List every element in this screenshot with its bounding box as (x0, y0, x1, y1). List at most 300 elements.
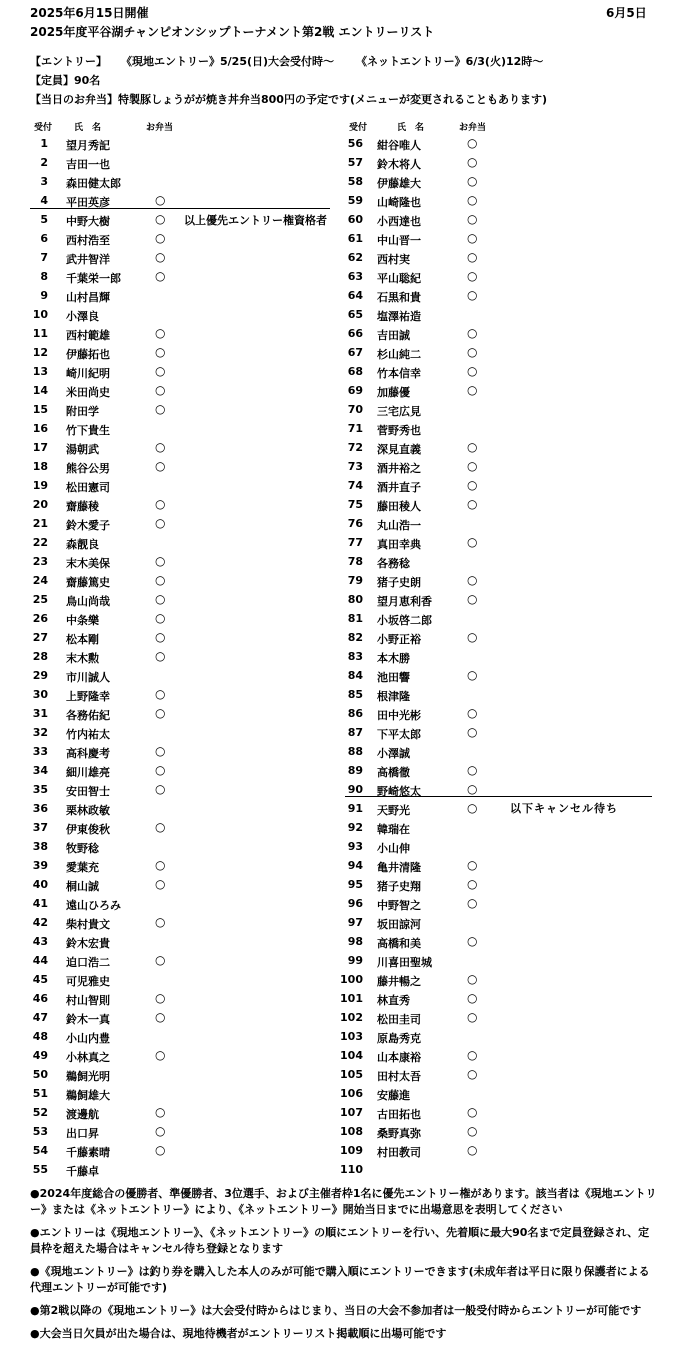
entry-name: 武井智洋 (66, 253, 110, 266)
bento-circle-icon: ○ (155, 592, 166, 606)
entry-name: 林直秀 (377, 994, 410, 1007)
entry-number: 50 (32, 1068, 48, 1081)
entry-number: 39 (32, 859, 48, 872)
bento-circle-icon: ○ (467, 896, 478, 910)
entry-name: 伊藤雄大 (377, 177, 421, 190)
entry-name: 村山智則 (66, 994, 110, 1007)
bento-circle-icon: ○ (467, 269, 478, 283)
bento-circle-icon: ○ (467, 991, 478, 1005)
entry-number: 80 (347, 593, 363, 606)
entry-name: 川喜田聖城 (377, 956, 432, 969)
entry-name: 末木勲 (66, 652, 99, 665)
entry-number: 38 (32, 840, 48, 853)
note-5: ●大会当日欠員が出た場合は、現地待機者がエントリーリスト掲載順に出場可能です (30, 1327, 447, 1340)
entry-name: 高橋和美 (377, 937, 421, 950)
entry-name: 望月秀記 (66, 139, 110, 152)
entry-name: 小澤良 (66, 310, 99, 323)
entry-number: 28 (32, 650, 48, 663)
entry-number: 86 (347, 707, 363, 720)
entry-name: 高橋徹 (377, 766, 410, 779)
entry-number: 4 (40, 194, 48, 207)
entry-number: 85 (347, 688, 363, 701)
entry-number: 99 (347, 954, 363, 967)
entry-number: 89 (347, 764, 363, 777)
bento-circle-icon: ○ (467, 782, 478, 796)
entry-number: 33 (32, 745, 48, 758)
bento-circle-icon: ○ (155, 554, 166, 568)
entry-name: 末木美保 (66, 557, 110, 570)
bento-circle-icon: ○ (467, 1048, 478, 1062)
entry-number: 60 (347, 213, 363, 226)
entry-number: 14 (32, 384, 48, 397)
bento-circle-icon: ○ (467, 288, 478, 302)
entry-number: 73 (347, 460, 363, 473)
entry-number: 47 (32, 1011, 48, 1024)
entry-number: 96 (347, 897, 363, 910)
entry-number: 79 (347, 574, 363, 587)
entry-name: 附田学 (66, 405, 99, 418)
entry-name: 松田圭司 (377, 1013, 421, 1026)
entry-name: 出口昇 (66, 1127, 99, 1140)
bento-circle-icon: ○ (467, 1124, 478, 1138)
entry-number: 105 (340, 1068, 363, 1081)
entry-name: 柴村貴文 (66, 918, 110, 931)
capacity-info: 【定員】90名 (30, 74, 101, 87)
col-uketsuke: 受付 (349, 123, 368, 133)
genba-entry-info: 《現地エントリー》5/25(日)大会受付時～ (121, 55, 335, 68)
bento-circle-icon: ○ (155, 383, 166, 397)
entry-name: 鈴木将人 (377, 158, 421, 171)
entry-number: 25 (32, 593, 48, 606)
entry-name: 中条樂 (66, 614, 99, 627)
entry-name: 根津隆 (377, 690, 410, 703)
bento-circle-icon: ○ (155, 1143, 166, 1157)
event-date: 2025年6月15日開催 (30, 6, 149, 20)
col-obento: お弁当 (459, 123, 487, 133)
entry-number: 90 (347, 783, 363, 796)
entry-number: 45 (32, 973, 48, 986)
entry-number: 66 (347, 327, 363, 340)
bento-circle-icon: ○ (155, 440, 166, 454)
entry-name: 米田尚史 (66, 386, 110, 399)
entry-name: 高科慶考 (66, 747, 110, 760)
bento-circle-icon: ○ (155, 326, 166, 340)
entry-name: 原島秀克 (377, 1032, 421, 1045)
entry-number: 20 (32, 498, 48, 511)
entry-number: 110 (340, 1163, 363, 1176)
entry-name: 真田幸典 (377, 538, 421, 551)
entry-number: 76 (347, 517, 363, 530)
col-shimei: 氏 名 (74, 123, 102, 133)
bento-circle-icon: ○ (467, 193, 478, 207)
entry-name: 鈴木愛子 (66, 519, 110, 532)
entry-name: 西村範雄 (66, 329, 110, 342)
entry-number: 52 (32, 1106, 48, 1119)
entry-name: 池田響 (377, 671, 410, 684)
entry-number: 9 (40, 289, 48, 302)
net-entry-info: 《ネットエントリー》6/3(火)12時～ (356, 55, 544, 68)
entry-name: 齋藤稜 (66, 500, 99, 513)
entry-number: 7 (40, 251, 48, 264)
bento-circle-icon: ○ (467, 250, 478, 264)
entry-name: 市川誠人 (66, 671, 110, 684)
entry-number: 100 (340, 973, 363, 986)
entry-name: 竹内祐太 (66, 728, 110, 741)
entry-name: 村田教司 (377, 1146, 421, 1159)
entry-name: 桑野真弥 (377, 1127, 421, 1140)
entry-name: 小山内豊 (66, 1032, 110, 1045)
col-shimei: 氏 名 (397, 123, 425, 133)
entry-name: 藤井暢之 (377, 975, 421, 988)
bento-circle-icon: ○ (155, 1010, 166, 1024)
entry-number: 41 (32, 897, 48, 910)
entry-number: 95 (347, 878, 363, 891)
entry-name: 韓瑞在 (377, 823, 410, 836)
bento-circle-icon: ○ (155, 744, 166, 758)
entry-name: 坂田諒河 (377, 918, 421, 931)
bento-circle-icon: ○ (467, 478, 478, 492)
entry-number: 88 (347, 745, 363, 758)
entry-number: 1 (40, 137, 48, 150)
entry-name: 小坂啓二郎 (377, 614, 432, 627)
entry-number: 97 (347, 916, 363, 929)
entry-name: 天野光 (377, 804, 410, 817)
bento-circle-icon: ○ (155, 611, 166, 625)
entry-name: 遠山ひろみ (66, 899, 121, 912)
entry-number: 12 (32, 346, 48, 359)
entry-number: 98 (347, 935, 363, 948)
entry-name: 細川雄亮 (66, 766, 110, 779)
bento-circle-icon: ○ (155, 649, 166, 663)
entry-name: 鈴木一真 (66, 1013, 110, 1026)
entry-name: 鈴木宏貴 (66, 937, 110, 950)
bento-circle-icon: ○ (155, 1105, 166, 1119)
bento-circle-icon: ○ (155, 630, 166, 644)
entry-name: 桐山誠 (66, 880, 99, 893)
entry-name: 伊東俊秋 (66, 823, 110, 836)
entry-number: 53 (32, 1125, 48, 1138)
entry-number: 92 (347, 821, 363, 834)
entry-name: 田中光彬 (377, 709, 421, 722)
entry-name: 本木勝 (377, 652, 410, 665)
entry-name: 吉田誠 (377, 329, 410, 342)
entry-name: 小西達也 (377, 215, 421, 228)
entry-name: 竹下貴生 (66, 424, 110, 437)
entry-name: 可児雅史 (66, 975, 110, 988)
bento-circle-icon: ○ (155, 782, 166, 796)
bento-circle-icon: ○ (467, 212, 478, 226)
bento-circle-icon: ○ (155, 877, 166, 891)
entry-name: 小林真之 (66, 1051, 110, 1064)
entry-name: 小山伸 (377, 842, 410, 855)
entry-number: 35 (32, 783, 48, 796)
bento-circle-icon: ○ (467, 155, 478, 169)
bento-circle-icon: ○ (467, 763, 478, 777)
entry-name: 酒井裕之 (377, 462, 421, 475)
entry-name: 西村実 (377, 253, 410, 266)
entry-name: 酒井直子 (377, 481, 421, 494)
bento-circle-icon: ○ (155, 516, 166, 530)
entry-number: 58 (347, 175, 363, 188)
entry-name: 千葉栄一郎 (66, 272, 121, 285)
entry-number: 68 (347, 365, 363, 378)
entry-number: 36 (32, 802, 48, 815)
bento-circle-icon: ○ (467, 345, 478, 359)
bento-circle-icon: ○ (467, 364, 478, 378)
entry-number: 30 (32, 688, 48, 701)
entry-name: 山本康裕 (377, 1051, 421, 1064)
entry-name: 三宅広見 (377, 405, 421, 418)
entry-name: 松本剛 (66, 633, 99, 646)
col-obento: お弁当 (146, 123, 174, 133)
entry-name: 鵜飼光明 (66, 1070, 110, 1083)
entry-number: 21 (32, 517, 48, 530)
entry-number: 34 (32, 764, 48, 777)
entry-number: 23 (32, 555, 48, 568)
entry-name: 迫口浩二 (66, 956, 110, 969)
entry-name: 安田智士 (66, 785, 110, 798)
entry-name: 鵜飼雄大 (66, 1089, 110, 1102)
entry-number: 48 (32, 1030, 48, 1043)
bento-circle-icon: ○ (467, 668, 478, 682)
entry-name: 丸山浩一 (377, 519, 421, 532)
entry-number: 5 (40, 213, 48, 226)
entry-number: 87 (347, 726, 363, 739)
entry-number: 10 (32, 308, 48, 321)
bento-circle-icon: ○ (467, 630, 478, 644)
bento-circle-icon: ○ (155, 953, 166, 967)
entry-number: 32 (32, 726, 48, 739)
notes (30, 1186, 660, 1349)
priority-marker: 以上優先エントリー権資格者 (184, 214, 327, 227)
bento-circle-icon: ○ (155, 915, 166, 929)
entry-number: 16 (32, 422, 48, 435)
entry-name: 猪子史朗 (377, 576, 421, 589)
entry-name: 石黒和貴 (377, 291, 421, 304)
entry-name: 下平太郎 (377, 728, 421, 741)
entry-name: 千藤素晴 (66, 1146, 110, 1159)
entry-name: 野崎悠太 (377, 785, 421, 798)
entry-number: 103 (340, 1030, 363, 1043)
entry-name: 吉田一也 (66, 158, 110, 171)
entry-name: 中野智之 (377, 899, 421, 912)
entry-number: 107 (340, 1106, 363, 1119)
entry-number: 2 (40, 156, 48, 169)
entry-name: 小澤誠 (377, 747, 410, 760)
entry-name: 小野正裕 (377, 633, 421, 646)
entry-name: 湯朝武 (66, 443, 99, 456)
entry-number: 19 (32, 479, 48, 492)
entry-number: 69 (347, 384, 363, 397)
entry-number: 81 (347, 612, 363, 625)
entry-name: 森靓良 (66, 538, 99, 551)
entry-name: 熊谷公男 (66, 462, 110, 475)
entry-number: 44 (32, 954, 48, 967)
entry-number: 70 (347, 403, 363, 416)
bento-circle-icon: ○ (155, 231, 166, 245)
bento-circle-icon: ○ (467, 858, 478, 872)
entry-name: 山崎隆也 (377, 196, 421, 209)
entry-name: 上野隆幸 (66, 690, 110, 703)
entry-number: 109 (340, 1144, 363, 1157)
bento-circle-icon: ○ (155, 1124, 166, 1138)
entry-name: 伊藤拓也 (66, 348, 110, 361)
bento-circle-icon: ○ (467, 1067, 478, 1081)
entry-number: 57 (347, 156, 363, 169)
entry-name: 猪子史翔 (377, 880, 421, 893)
bento-circle-icon: ○ (155, 497, 166, 511)
entry-name: 深見直義 (377, 443, 421, 456)
note-3: ●《現地エントリー》は釣り券を購入した本人のみが可能で購入順にエントリーできます(未成年者は平日に限り保護者による代理エントリーが可能です) (30, 1265, 650, 1294)
entry-number: 78 (347, 555, 363, 568)
bento-circle-icon: ○ (155, 1048, 166, 1062)
entry-number: 101 (340, 992, 363, 1005)
note-2: ●エントリーは《現地エントリー》、《ネットエントリー》の順にエントリーを行い、先着順に最大90名まで定員登録され、定員枠を超えた場合はキャンセル待ち登録となります (30, 1226, 650, 1255)
bento-circle-icon: ○ (155, 364, 166, 378)
entry-number: 13 (32, 365, 48, 378)
entry-name: 平山聡紀 (377, 272, 421, 285)
entry-number: 91 (347, 802, 363, 815)
entry-name: 亀井清隆 (377, 861, 421, 874)
bento-circle-icon: ○ (155, 402, 166, 416)
bento-circle-icon: ○ (155, 212, 166, 226)
entry-number: 17 (32, 441, 48, 454)
entry-number: 27 (32, 631, 48, 644)
entry-number: 67 (347, 346, 363, 359)
bento-circle-icon: ○ (155, 250, 166, 264)
bento-circle-icon: ○ (155, 763, 166, 777)
entry-number: 31 (32, 707, 48, 720)
entry-number: 11 (32, 327, 48, 340)
entry-number: 74 (347, 479, 363, 492)
entry-number: 94 (347, 859, 363, 872)
entry-name: 齋藤篤史 (66, 576, 110, 589)
bento-circle-icon: ○ (467, 136, 478, 150)
entry-name: 竹本信幸 (377, 367, 421, 380)
bento-circle-icon: ○ (467, 573, 478, 587)
entry-name: 鳥山尚哉 (66, 595, 110, 608)
bento-circle-icon: ○ (467, 231, 478, 245)
entry-number: 26 (32, 612, 48, 625)
entry-number: 64 (347, 289, 363, 302)
bento-circle-icon: ○ (155, 573, 166, 587)
entry-name: 崎川紀明 (66, 367, 110, 380)
entry-number: 55 (32, 1163, 48, 1176)
cancel-marker: 以下キャンセル待ち (510, 802, 618, 815)
bento-circle-icon: ○ (467, 725, 478, 739)
entry-number: 46 (32, 992, 48, 1005)
entry-number: 83 (347, 650, 363, 663)
entry-number: 84 (347, 669, 363, 682)
entry-name: 松田憲司 (66, 481, 110, 494)
entry-name: 中山晋一 (377, 234, 421, 247)
entry-number: 77 (347, 536, 363, 549)
entry-number: 65 (347, 308, 363, 321)
entry-number: 37 (32, 821, 48, 834)
entry-name: 西村浩至 (66, 234, 110, 247)
note-1: ●2024年度総合の優勝者、準優勝者、3位選手、および主催者枠1名に優先エントリー権があります。該当者は《現地エントリー》または《ネットエントリー》により、《ネットエントリー》開始当日までに出場意思を表明してください (30, 1187, 657, 1216)
entry-label: 【エントリー】 (30, 55, 107, 68)
entry-name: 加藤優 (377, 386, 410, 399)
entry-number: 108 (340, 1125, 363, 1138)
published-date: 6月5日 (606, 6, 647, 20)
entry-name: 杉山純二 (377, 348, 421, 361)
note-4: ●第2戦以降の《現地エントリー》は大会受付時からはじまり、当日の大会不参加者は一般受付時からエントリーが可能です (30, 1304, 642, 1317)
entry-name: 平田英彦 (66, 196, 110, 209)
entry-number: 63 (347, 270, 363, 283)
entry-number: 49 (32, 1049, 48, 1062)
page-title: 2025年度平谷湖チャンピオンシップトーナメント第2戦 エントリーリスト (30, 25, 435, 39)
bento-circle-icon: ○ (467, 326, 478, 340)
entry-number: 51 (32, 1087, 48, 1100)
entry-number: 106 (340, 1087, 363, 1100)
bento-circle-icon: ○ (155, 269, 166, 283)
entry-name: 中野大樹 (66, 215, 110, 228)
entry-number: 62 (347, 251, 363, 264)
entry-name: 栗林政敏 (66, 804, 110, 817)
entry-number: 56 (347, 137, 363, 150)
bento-circle-icon: ○ (467, 535, 478, 549)
entry-number: 54 (32, 1144, 48, 1157)
bento-circle-icon: ○ (467, 801, 478, 815)
entry-number: 29 (32, 669, 48, 682)
entry-name: 千藤卓 (66, 1165, 99, 1178)
entry-name: 牧野稔 (66, 842, 99, 855)
bento-circle-icon: ○ (467, 440, 478, 454)
bento-circle-icon: ○ (467, 1105, 478, 1119)
entry-name: 森田健太郎 (66, 177, 121, 190)
bento-circle-icon: ○ (467, 1143, 478, 1157)
bento-circle-icon: ○ (155, 991, 166, 1005)
priority-separator-line (30, 208, 330, 209)
entry-name: 山村昌輝 (66, 291, 110, 304)
entry-name: 各務佑紀 (66, 709, 110, 722)
entry-name: 塩澤祐造 (377, 310, 421, 323)
bento-circle-icon: ○ (155, 858, 166, 872)
entry-name: 渡邊航 (66, 1108, 99, 1121)
bento-circle-icon: ○ (467, 383, 478, 397)
entry-name: 各務稔 (377, 557, 410, 570)
entry-number: 102 (340, 1011, 363, 1024)
entry-number: 18 (32, 460, 48, 473)
entry-number: 3 (40, 175, 48, 188)
entry-name: 田村太吾 (377, 1070, 421, 1083)
entry-name: 古田拓也 (377, 1108, 421, 1121)
entry-number: 8 (40, 270, 48, 283)
bento-circle-icon: ○ (467, 459, 478, 473)
entry-number: 71 (347, 422, 363, 435)
entry-number: 24 (32, 574, 48, 587)
entry-number: 72 (347, 441, 363, 454)
entry-number: 6 (40, 232, 48, 245)
col-uketsuke: 受付 (34, 123, 53, 133)
bento-circle-icon: ○ (155, 345, 166, 359)
bento-circle-icon: ○ (155, 820, 166, 834)
bento-circle-icon: ○ (467, 1010, 478, 1024)
bento-circle-icon: ○ (467, 877, 478, 891)
bento-circle-icon: ○ (467, 972, 478, 986)
bento-circle-icon: ○ (467, 174, 478, 188)
bento-circle-icon: ○ (467, 706, 478, 720)
entry-number: 42 (32, 916, 48, 929)
entry-name: 菅野秀也 (377, 424, 421, 437)
bento-circle-icon: ○ (467, 934, 478, 948)
bento-circle-icon: ○ (155, 459, 166, 473)
entry-name: 藤田稜人 (377, 500, 421, 513)
entry-schedule (30, 53, 543, 69)
entry-number: 15 (32, 403, 48, 416)
entry-name: 愛葉充 (66, 861, 99, 874)
